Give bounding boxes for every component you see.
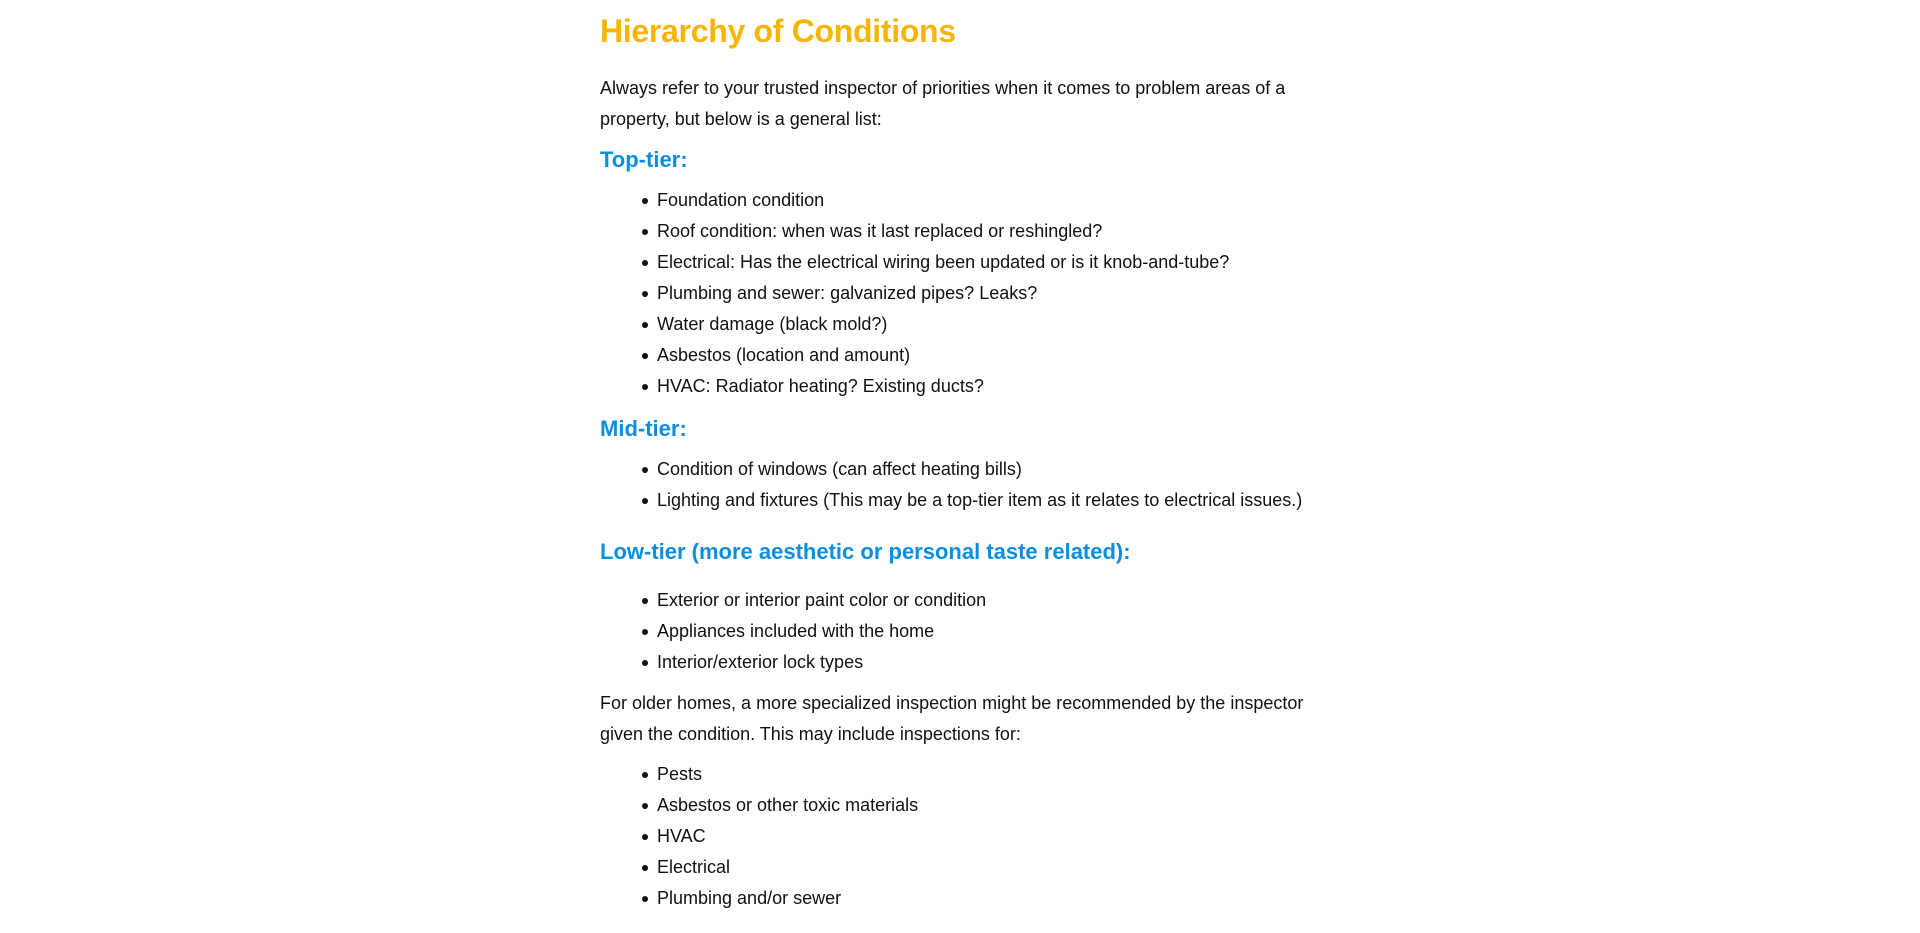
page-title: Hierarchy of Conditions [600,13,956,49]
list-item: Condition of windows (can affect heating bills) [600,454,1360,485]
list-item: Interior/exterior lock types [600,647,1330,678]
list-item: Electrical: Has the electrical wiring been updated or is it knob-and-tube? [600,247,1330,278]
list-item: HVAC: Radiator heating? Existing ducts? [600,371,1330,402]
older-homes-list [600,759,1330,914]
top-tier-heading: Top-tier: [600,147,688,172]
list-item: Foundation condition [600,185,1330,216]
low-tier-heading: Low-tier (more aesthetic or personal taste related): [600,539,1131,564]
list-item: Water damage (black mold?) [600,309,1330,340]
list-item: Exterior or interior paint color or condition [600,585,1330,616]
list-item: Asbestos (location and amount) [600,340,1330,371]
top-tier-list [600,185,1330,402]
mid-tier-list [600,454,1360,516]
list-item: Plumbing and/or sewer [600,883,1330,914]
list-item: Asbestos or other toxic materials [600,790,1330,821]
list-item: Lighting and fixtures (This may be a top-tier item as it relates to electrical issues.) [600,485,1360,516]
list-item: Pests [600,759,1330,790]
list-item: Electrical [600,852,1330,883]
list-item: HVAC [600,821,1330,852]
intro-paragraph: Always refer to your trusted inspector of priorities when it comes to problem areas of a property, but below is a general list: [600,78,1286,129]
list-item: Roof condition: when was it last replaced or reshingled? [600,216,1330,247]
list-item: Plumbing and sewer: galvanized pipes? Leaks? [600,278,1330,309]
older-homes-paragraph: For older homes, a more specialized inspection might be recommended by the inspector given the condition. This may include inspections for: [600,693,1304,744]
low-tier-list [600,585,1330,678]
mid-tier-heading: Mid-tier: [600,416,687,441]
list-item: Appliances included with the home [600,616,1330,647]
